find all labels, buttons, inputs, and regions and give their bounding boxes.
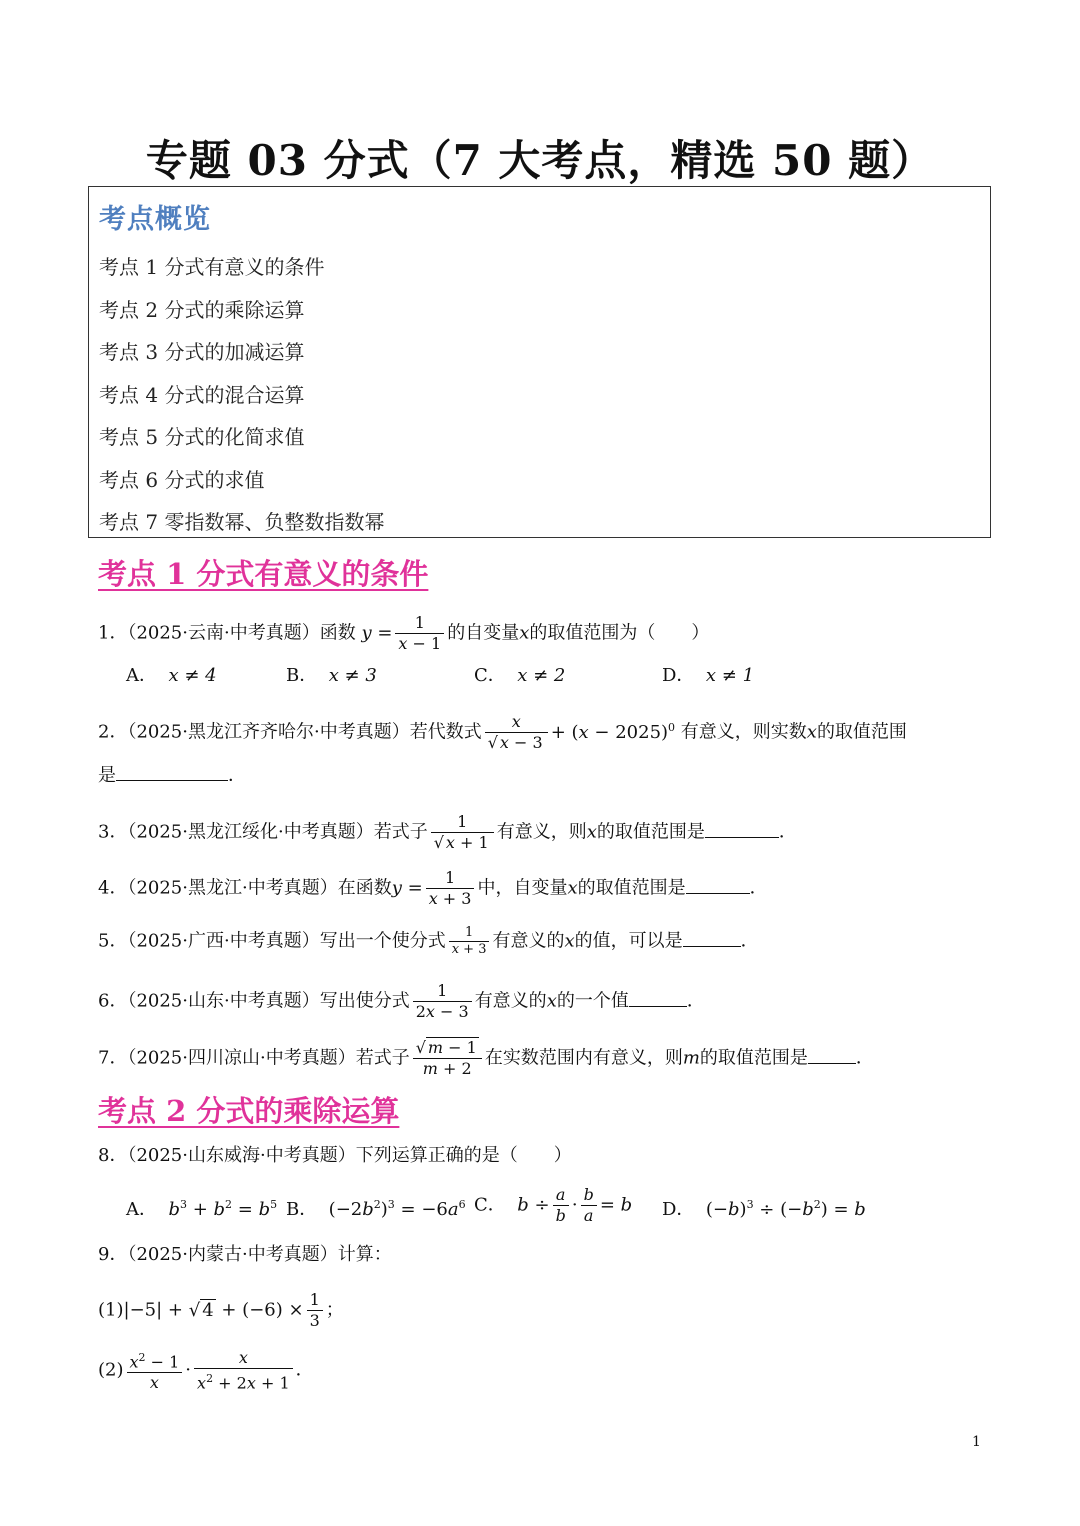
question-1-prefix: 1．（2025·云南·中考真题）函数 [98,622,356,644]
answer-blank[interactable] [629,988,687,1007]
question-9: 9．（2025·内蒙古·中考真题）计算： [98,1244,392,1265]
question-5: 5．（2025·广西·中考真题）写出一个使分式 $\frac{1}{x + 3}$ 有意义的x的值，可以是 ． [98,925,759,957]
fraction: $\frac{1}{2x - 3}$ [413,981,472,1022]
overview-item: 考点 5 分式的化简求值 [99,425,305,449]
question-1-suffix: 的取值范围为（ ） [529,622,710,644]
question-9-part-2: (2) $\frac{x^2 - 1}{x}$ · $\frac{x}{x^2 + 2x + 1}$ ． [98,1348,314,1393]
overview-item: 考点 3 分式的加减运算 [99,340,305,364]
option-c[interactable]: C． x ≠ 2 [474,665,566,686]
option-a[interactable]: A． $b^3 + b^2 = b^5$ [126,1198,278,1220]
answer-blank[interactable] [686,875,750,894]
question-8: 8．（2025·山东威海·中考真题）下列运算正确的是（ ） [98,1145,572,1166]
option-c[interactable]: C． b ÷ $\frac{a}{b}$ · $\frac{b}{a}$ = b [474,1185,633,1225]
question-2-suffix: 有意义，则实数 [680,721,807,743]
page-title: 专题 03 分式（7 大考点，精选 50 题） [145,136,935,185]
question-4: 4．（2025·黑龙江·中考真题）在函数y = $\frac{1}{x + 3}$ 中，自变量x的取值范围是 ． [98,868,768,908]
overview-heading: 考点概览 [99,204,211,235]
fraction: $\frac{1}{x - 1}$ [395,613,444,654]
answer-blank[interactable] [705,819,779,838]
question-2: 2．（2025·黑龙江齐齐哈尔·中考真题）若代数式 $\frac{x}{√ x - 3}$ + $(x - 2025)^0$ 有意义，则实数x的取值范围 [98,712,907,752]
fraction: $\frac{1}{x + 3}$ [449,925,490,958]
question-7: 7．（2025·四川凉山·中考真题）若式子 $\frac{√ m - 1}{m + 2}$ 在实数范围内有意义，则m的取值范围是 ． [98,1038,874,1078]
question-1-middle: 的自变量 [447,622,520,644]
question-3: 3．（2025·黑龙江绥化·中考真题）若式子 $\frac{1}{√ x + 1}$ 有意义，则x的取值范围是 ． [98,812,797,852]
overview-item: 考点 1 分式有意义的条件 [99,255,325,279]
question-9-part-1: (1)|−5| + √ 4 + (−6) × $\frac{1}{3}$ ； [98,1290,344,1330]
section-heading-1: 考点 1 分式有意义的条件 [98,557,429,591]
fraction: $\frac{x}{√ x - 3}$ [485,712,548,753]
formula: + $(x - 2025)^0$ [550,720,676,743]
overview-item: 考点 4 分式的混合运算 [99,383,305,407]
answer-blank[interactable] [116,762,228,781]
fraction: $\frac{√ m - 1}{m + 2}$ [413,1038,482,1079]
overview-item: 考点 6 分式的求值 [99,468,265,492]
option-d[interactable]: D． x ≠ 1 [662,665,755,686]
fraction: $\frac{1}{√ x + 1}$ [431,812,494,853]
option-b[interactable]: B． x ≠ 3 [286,665,377,686]
question-2-suffix2: 的取值范围 [816,721,907,743]
option-d[interactable]: D． $(-b)^3 \div (-b^2) = b$ [662,1198,866,1220]
question-1: 1．（2025·云南·中考真题）函数 y = $\frac{1}{x - 1}$ 的自变量x的取值范围为（ ） [98,613,710,653]
option-b[interactable]: B． $(-2b^2)^3 = -6a^6$ [286,1198,466,1220]
question-6: 6．（2025·山东·中考真题）写出使分式 $\frac{1}{2x - 3}$ 有意义的x的一个值 ． [98,981,705,1021]
answer-blank[interactable] [808,1045,856,1064]
answer-blank[interactable] [683,928,741,947]
overview-item: 考点 7 零指数幂、负整数指数幂 [99,510,385,534]
question-2-prefix: 2．（2025·黑龙江齐齐哈尔·中考真题）若代数式 [98,721,482,743]
formula: y = [361,622,393,644]
fraction: $\frac{1}{x + 3}$ [426,868,475,909]
overview-item: 考点 2 分式的乘除运算 [99,298,305,322]
page-number: 1 [972,1434,981,1450]
option-a[interactable]: A． x ≠ 4 [126,665,217,686]
question-2-line2: 是 ． [98,762,246,788]
section-heading-2: 考点 2 分式的乘除运算 [98,1094,400,1128]
overview-box [88,186,991,538]
